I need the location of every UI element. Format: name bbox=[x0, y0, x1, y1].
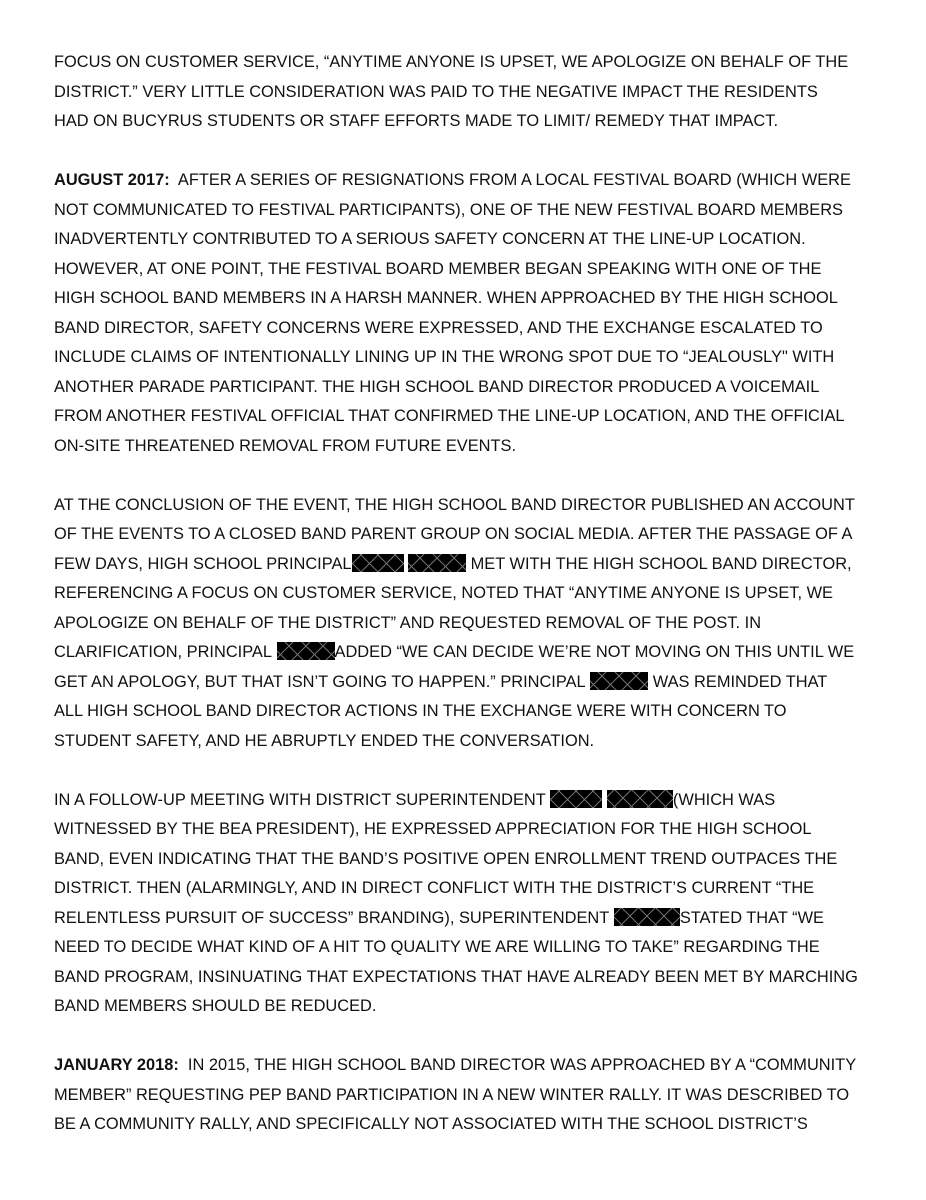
text-segment: MET WITH THE HIGH SCHOOL BAND DIRECTOR, bbox=[470, 554, 852, 573]
text-line: DISTRICT. THEN (ALARMINGLY, AND IN DIRECT CONFLICT WITH THE DISTRICT’S CURRENT “THE bbox=[54, 879, 815, 897]
redaction-box bbox=[614, 908, 680, 926]
text-line: MEMBER” REQUESTING PEP BAND PARTICIPATION IN A NEW WINTER RALLY. IT WAS DESCRIBED TO bbox=[54, 1085, 850, 1104]
redaction-box bbox=[590, 672, 648, 690]
redaction-box bbox=[550, 790, 602, 808]
paragraph-event-conclusion bbox=[54, 491, 886, 757]
text-line: HIGH SCHOOL BAND MEMBERS IN A HARSH MANNER. WHEN APPROACHED BY THE HIGH SCHOOL bbox=[54, 289, 838, 307]
text-segment: IN A FOLLOW-UP MEETING WITH DISTRICT SUPERINTENDENT bbox=[54, 790, 546, 809]
text-segment: RELENTLESS PURSUIT OF SUCCESS” BRANDING), SUPERINTENDENT bbox=[54, 908, 610, 927]
text-line: ON-SITE THREATENED REMOVAL FROM FUTURE EVENTS. bbox=[54, 436, 517, 455]
text-line: INADVERTENTLY CONTRIBUTED TO A SERIOUS SAFETY CONCERN AT THE LINE-UP LOCATION. bbox=[54, 230, 806, 248]
text-line bbox=[54, 166, 886, 196]
text-line: ALL HIGH SCHOOL BAND DIRECTOR ACTIONS IN THE EXCHANGE WERE WITH CONCERN TO bbox=[54, 702, 787, 720]
redaction-box bbox=[277, 642, 335, 660]
paragraph-superintendent-meeting bbox=[54, 786, 886, 1022]
text-line: FOCUS ON CUSTOMER SERVICE, “ANYTIME ANYONE IS UPSET, WE APOLOGIZE ON BEHALF OF THE bbox=[54, 53, 849, 71]
text-segment: CLARIFICATION, PRINCIPAL bbox=[54, 643, 272, 661]
paragraph-august-2017 bbox=[54, 166, 886, 461]
text-segment: FEW DAYS, HIGH SCHOOL PRINCIPAL bbox=[54, 554, 352, 573]
text-line: STUDENT SAFETY, AND HE ABRUPTLY ENDED THE CONVERSATION. bbox=[54, 731, 595, 750]
text-line: REFERENCING A FOCUS ON CUSTOMER SERVICE, NOTED THAT “ANYTIME ANYONE IS UPSET, WE bbox=[54, 584, 833, 602]
text-segment: AFTER A SERIES OF RESIGNATIONS FROM A LOCAL FESTIVAL BOARD (WHICH WERE bbox=[177, 171, 851, 189]
text-line: OF THE EVENTS TO A CLOSED BAND PARENT GROUP ON SOCIAL MEDIA. AFTER THE PASSAGE OF A bbox=[54, 525, 853, 543]
text-line: AT THE CONCLUSION OF THE EVENT, THE HIGH SCHOOL BAND DIRECTOR PUBLISHED AN ACCOUNT bbox=[54, 495, 855, 514]
text-line: BAND, EVEN INDICATING THAT THE BAND’S POSITIVE OPEN ENROLLMENT TREND OUTPACES THE bbox=[54, 849, 838, 868]
text-line: APOLOGIZE ON BEHALF OF THE DISTRICT” AND REQUESTED REMOVAL OF THE POST. IN bbox=[54, 613, 762, 632]
text-line bbox=[54, 904, 886, 934]
text-line: DISTRICT.” VERY LITTLE CONSIDERATION WAS PAID TO THE NEGATIVE IMPACT THE RESIDENTS bbox=[54, 82, 818, 101]
text-line: BAND MEMBERS SHOULD BE REDUCED. bbox=[54, 997, 377, 1015]
text-line: FROM ANOTHER FESTIVAL OFFICIAL THAT CONFIRMED THE LINE-UP LOCATION, AND THE OFFICIAL bbox=[54, 407, 845, 425]
section-heading-january-2018: JANUARY 2018: bbox=[54, 1056, 179, 1074]
redaction-box bbox=[607, 790, 673, 808]
text-line bbox=[54, 786, 886, 816]
text-line: BAND PROGRAM, INSINUATING THAT EXPECTATIONS THAT HAVE ALREADY BEEN MET BY MARCHING bbox=[54, 967, 858, 986]
text-line: HOWEVER, AT ONE POINT, THE FESTIVAL BOARD MEMBER BEGAN SPEAKING WITH ONE OF THE bbox=[54, 259, 822, 278]
text-line: NEED TO DECIDE WHAT KIND OF A HIT TO QUALITY WE ARE WILLING TO TAKE” REGARDING THE bbox=[54, 938, 820, 956]
text-line bbox=[54, 550, 886, 580]
text-line: ANOTHER PARADE PARTICIPANT. THE HIGH SCHOOL BAND DIRECTOR PRODUCED A VOICEMAIL bbox=[54, 377, 820, 396]
text-segment: STATED THAT “WE bbox=[679, 908, 824, 927]
text-line: NOT COMMUNICATED TO FESTIVAL PARTICIPANTS), ONE OF THE NEW FESTIVAL BOARD MEMBERS bbox=[54, 200, 843, 219]
text-segment: IN 2015, THE HIGH SCHOOL BAND DIRECTOR WAS APPROACHED BY A “COMMUNITY bbox=[187, 1056, 857, 1074]
text-segment: GET AN APOLOGY, BUT THAT ISN’T GOING TO HAPPEN.” PRINCIPAL bbox=[54, 672, 586, 691]
text-line bbox=[54, 638, 886, 668]
text-segment: ADDED “WE CAN DECIDE WE’RE NOT MOVING ON THIS UNTIL WE bbox=[334, 643, 855, 661]
text-line: BE A COMMUNITY RALLY, AND SPECIFICALLY NOT ASSOCIATED WITH THE SCHOOL DISTRICT’S bbox=[54, 1115, 808, 1133]
text-line: HAD ON BUCYRUS STUDENTS OR STAFF EFFORTS MADE TO LIMIT/ REMEDY THAT IMPACT. bbox=[54, 112, 778, 130]
paragraph-customer-service bbox=[54, 48, 886, 137]
text-line: INCLUDE CLAIMS OF INTENTIONALLY LINING UP IN THE WRONG SPOT DUE TO “JEALOUSLY" WITH bbox=[54, 348, 835, 366]
text-line: WITNESSED BY THE BEA PRESIDENT), HE EXPRESSED APPRECIATION FOR THE HIGH SCHOOL bbox=[54, 820, 812, 838]
text-segment: WAS REMINDED THAT bbox=[652, 672, 828, 691]
text-line bbox=[54, 668, 886, 698]
text-line bbox=[54, 1051, 886, 1081]
paragraph-january-2018 bbox=[54, 1051, 886, 1140]
text-segment: (WHICH WAS bbox=[672, 790, 776, 809]
redaction-box bbox=[408, 554, 466, 572]
section-heading-august-2017: AUGUST 2017: bbox=[54, 171, 170, 189]
text-line: BAND DIRECTOR, SAFETY CONCERNS WERE EXPRESSED, AND THE EXCHANGE ESCALATED TO bbox=[54, 318, 823, 337]
redaction-box bbox=[352, 554, 404, 572]
